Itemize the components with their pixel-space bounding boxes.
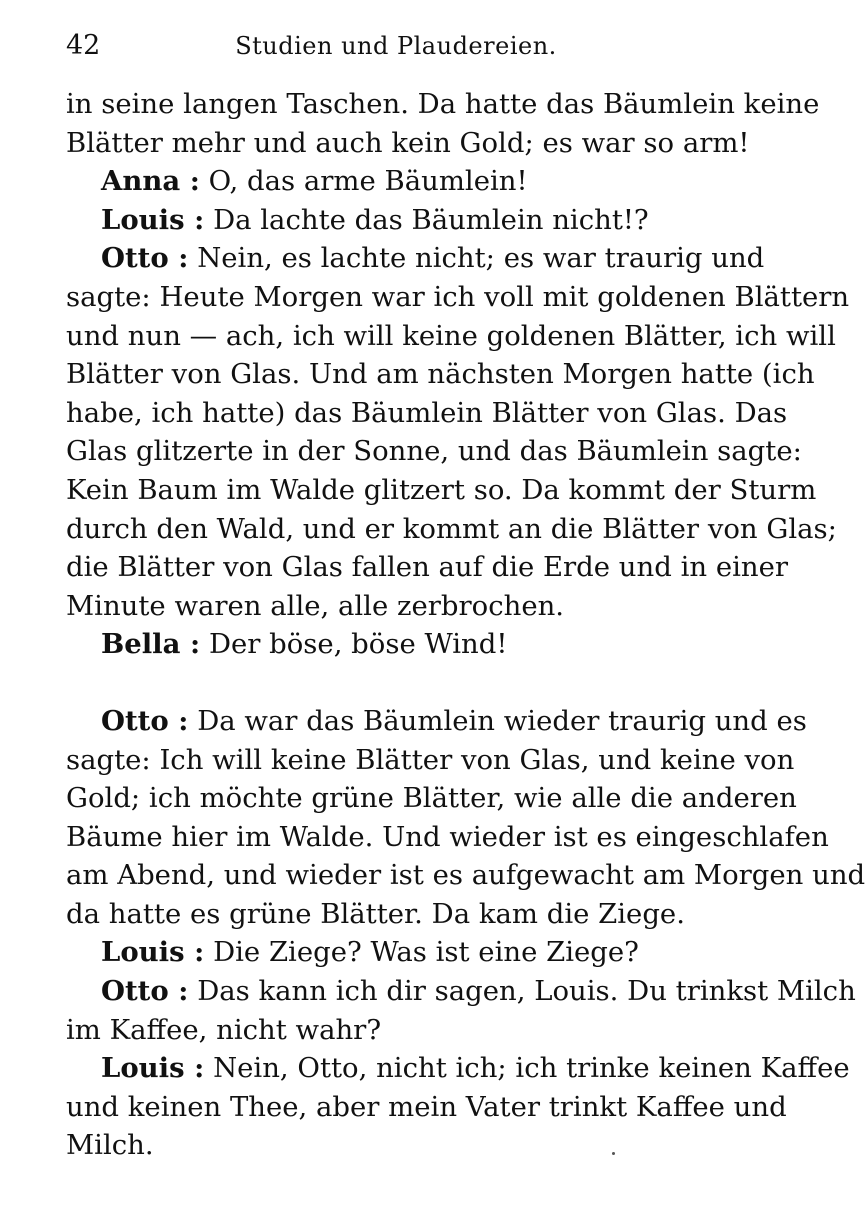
text-line: sagte: Ich will keine Blätter von Glas, und keine von bbox=[66, 743, 795, 776]
dialogue-line bbox=[66, 933, 726, 972]
text-line: und keinen Thee, aber mein Vater trinkt Kaffee und bbox=[66, 1090, 787, 1123]
text-line: am Abend, und wieder ist es aufgewacht am Morgen und bbox=[66, 859, 865, 892]
speaker-name: Louis : bbox=[101, 936, 205, 969]
text-line: Gold; ich möchte grüne Blätter, wie alle die anderen bbox=[66, 782, 797, 815]
text-line: Minute waren alle, alle zerbrochen. bbox=[66, 589, 565, 622]
dialogue-text: Der böse, böse Wind! bbox=[208, 628, 508, 661]
speaker-name: Bella : bbox=[101, 628, 201, 661]
text-line: im Kaffee, nicht wahr? bbox=[66, 1013, 382, 1046]
speaker-name: Otto : bbox=[101, 975, 189, 1008]
text-line: Bäume hier im Walde. Und wieder ist es eingeschlafen bbox=[66, 820, 829, 853]
dialogue-text: O, das arme Bäumlein! bbox=[208, 165, 528, 198]
text-line: Blätter von Glas. Und am nächsten Morgen hatte (ich bbox=[66, 358, 815, 391]
text-line: habe, ich hatte) das Bäumlein Blätter von Glas. Das bbox=[66, 396, 788, 429]
dialogue-text: Da lachte das Bäumlein nicht!? bbox=[213, 203, 649, 236]
speaker-name: Otto : bbox=[101, 704, 189, 737]
dialogue-line bbox=[66, 239, 765, 278]
dialogue-line bbox=[66, 972, 856, 1011]
dialogue-text: Das kann ich dir sagen, Louis. Du trinkst Milch bbox=[197, 975, 856, 1008]
speaker-name: Louis : bbox=[101, 203, 205, 236]
speaker-name: Anna : bbox=[101, 165, 200, 198]
dialogue-line bbox=[66, 162, 726, 201]
text-line: und nun — ach, ich will keine goldenen Blätter, ich will bbox=[66, 319, 836, 352]
text-line: in seine langen Taschen. Da hatte das Bäumlein keine bbox=[66, 88, 820, 120]
page-body bbox=[66, 85, 865, 1165]
dialogue-line bbox=[66, 201, 726, 240]
text-line: sagte: Heute Morgen war ich voll mit goldenen Blättern bbox=[66, 280, 850, 313]
dialogue-line bbox=[66, 702, 807, 741]
speaker-name: Otto : bbox=[101, 242, 189, 275]
speaker-name: Louis : bbox=[101, 1052, 205, 1085]
page-number: 42 bbox=[66, 30, 101, 61]
text-line: Blätter mehr und auch kein Gold; es war so arm! bbox=[66, 126, 750, 159]
text-line: da hatte es grüne Blätter. Da kam die Ziege. bbox=[66, 897, 685, 930]
text-line: Glas glitzerte in der Sonne, und das Bäumlein sagte: bbox=[66, 435, 802, 468]
text-line: die Blätter von Glas fallen auf die Erde und in einer bbox=[66, 551, 789, 584]
dialogue-text: Da war das Bäumlein wieder traurig und es bbox=[197, 704, 807, 737]
text-line: Kein Baum im Walde glitzert so. Da kommt der Sturm bbox=[66, 473, 817, 506]
dialogue-text: Die Ziege? Was ist eine Ziege? bbox=[213, 936, 639, 969]
ink-speck bbox=[612, 1152, 615, 1155]
running-title: Studien und Plaudereien. bbox=[235, 32, 557, 60]
paragraph-gap bbox=[66, 664, 726, 702]
dialogue-line bbox=[66, 625, 726, 664]
page-header bbox=[66, 30, 726, 70]
dialogue-line bbox=[66, 1049, 850, 1088]
dialogue-text: Nein, es lachte nicht; es war traurig und bbox=[197, 242, 765, 275]
text-line: durch den Wald, und er kommt an die Blätter von Glas; bbox=[66, 512, 837, 545]
text-line: Milch. bbox=[66, 1129, 154, 1162]
dialogue-text: Nein, Otto, nicht ich; ich trinke keinen Kaffee bbox=[213, 1052, 850, 1085]
